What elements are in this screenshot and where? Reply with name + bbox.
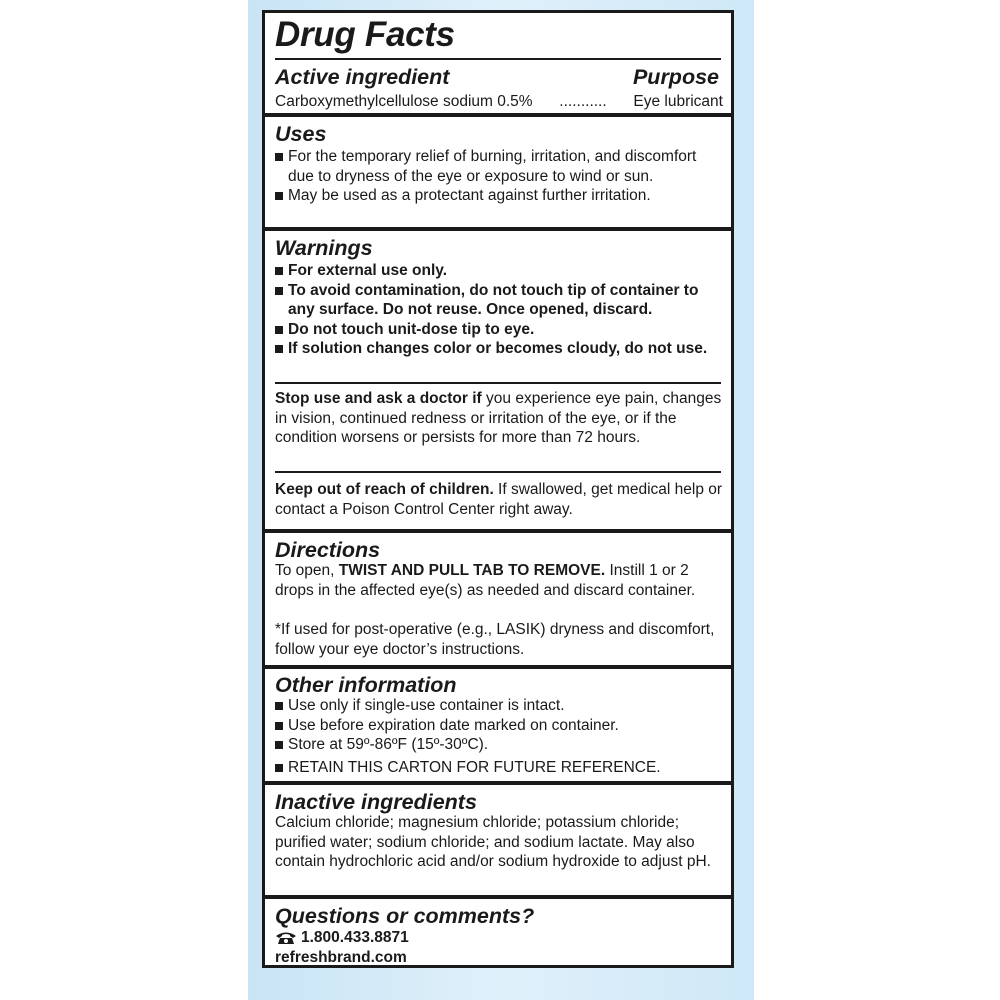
website-link[interactable]: refreshbrand.com bbox=[275, 949, 407, 966]
divider bbox=[275, 58, 721, 60]
drug-facts-panel bbox=[262, 10, 734, 968]
section-divider bbox=[265, 529, 731, 533]
drug-facts-title: Drug Facts bbox=[275, 15, 455, 54]
list-item: To avoid contamination, do not touch tip of container to any surface. Do not reuse. Once opened, discard. bbox=[275, 281, 723, 320]
bullet-icon bbox=[275, 741, 283, 749]
other-information-heading: Other information bbox=[275, 673, 457, 697]
bullet-icon bbox=[275, 345, 283, 353]
uses-heading: Uses bbox=[275, 122, 327, 146]
list-item: Store at 59º-86ºF (15º-30ºC). bbox=[275, 735, 723, 755]
bullet-icon bbox=[275, 267, 283, 275]
bullet-icon bbox=[275, 702, 283, 710]
warnings-list bbox=[275, 261, 723, 359]
telephone-icon bbox=[275, 931, 297, 945]
list-item: Use before expiration date marked on container. bbox=[275, 716, 723, 736]
phone-line bbox=[275, 928, 723, 948]
list-item: Do not touch unit-dose tip to eye. bbox=[275, 320, 723, 340]
bullet-icon bbox=[275, 764, 283, 772]
list-item: If solution changes color or becomes cloudy, do not use. bbox=[275, 339, 723, 359]
list-item: May be used as a protectant against further irritation. bbox=[275, 186, 723, 206]
active-ingredient-heading: Active ingredient bbox=[275, 65, 450, 89]
bullet-icon bbox=[275, 153, 283, 161]
active-ingredient-name: Carboxymethylcellulose sodium 0.5% bbox=[275, 93, 533, 110]
uses-list bbox=[275, 147, 723, 206]
section-divider bbox=[265, 227, 731, 231]
section-divider bbox=[265, 781, 731, 785]
list-item: For the temporary relief of burning, irritation, and discomfort due to dryness of the eye or exposure to wind or sun. bbox=[275, 147, 723, 186]
directions-text: To open, TWIST AND PULL TAB TO REMOVE. Instill 1 or 2 drops in the affected eye(s) as needed and discard container. bbox=[275, 562, 696, 599]
section-divider bbox=[265, 895, 731, 899]
bullet-icon bbox=[275, 192, 283, 200]
list-item: For external use only. bbox=[275, 261, 723, 281]
keep-out-paragraph: Keep out of reach of children. If swallowed, get medical help or contact a Poison Control Center right away. bbox=[275, 481, 723, 518]
active-ingredient-row bbox=[275, 92, 723, 112]
divider bbox=[275, 382, 721, 384]
bullet-icon bbox=[275, 722, 283, 730]
phone-number[interactable]: 1.800.433.8871 bbox=[301, 929, 409, 946]
directions-heading: Directions bbox=[275, 538, 381, 562]
list-item: Use only if single-use container is intact. bbox=[275, 696, 723, 716]
other-information-list bbox=[275, 696, 723, 777]
list-item: RETAIN THIS CARTON FOR FUTURE REFERENCE. bbox=[275, 758, 723, 778]
divider bbox=[275, 471, 721, 473]
directions-note: *If used for post-operative (e.g., LASIK) dryness and discomfort, follow your eye doctor’s instructions. bbox=[275, 621, 715, 658]
purpose-value: Eye lubricant bbox=[633, 93, 723, 110]
stop-use-paragraph: Stop use and ask a doctor if you experience eye pain, changes in vision, continued redness or irritation of the eye, or if the condition worsens or persists for more than 72 hours. bbox=[275, 390, 722, 446]
leader-dots: ........... bbox=[559, 93, 607, 110]
inactive-ingredients-heading: Inactive ingredients bbox=[275, 790, 477, 814]
warnings-heading: Warnings bbox=[275, 236, 373, 260]
purpose-heading: Purpose bbox=[632, 65, 719, 89]
bullet-icon bbox=[275, 326, 283, 334]
section-divider bbox=[265, 665, 731, 669]
section-divider bbox=[265, 113, 731, 117]
questions-heading: Questions or comments? bbox=[275, 904, 535, 928]
inactive-ingredients-text: Calcium chloride; magnesium chloride; potassium chloride; purified water; sodium chloride; and sodium lactate. May also contain hydrochloric acid and/or sodium hydroxide to adjust pH. bbox=[275, 814, 711, 870]
bullet-icon bbox=[275, 287, 283, 295]
